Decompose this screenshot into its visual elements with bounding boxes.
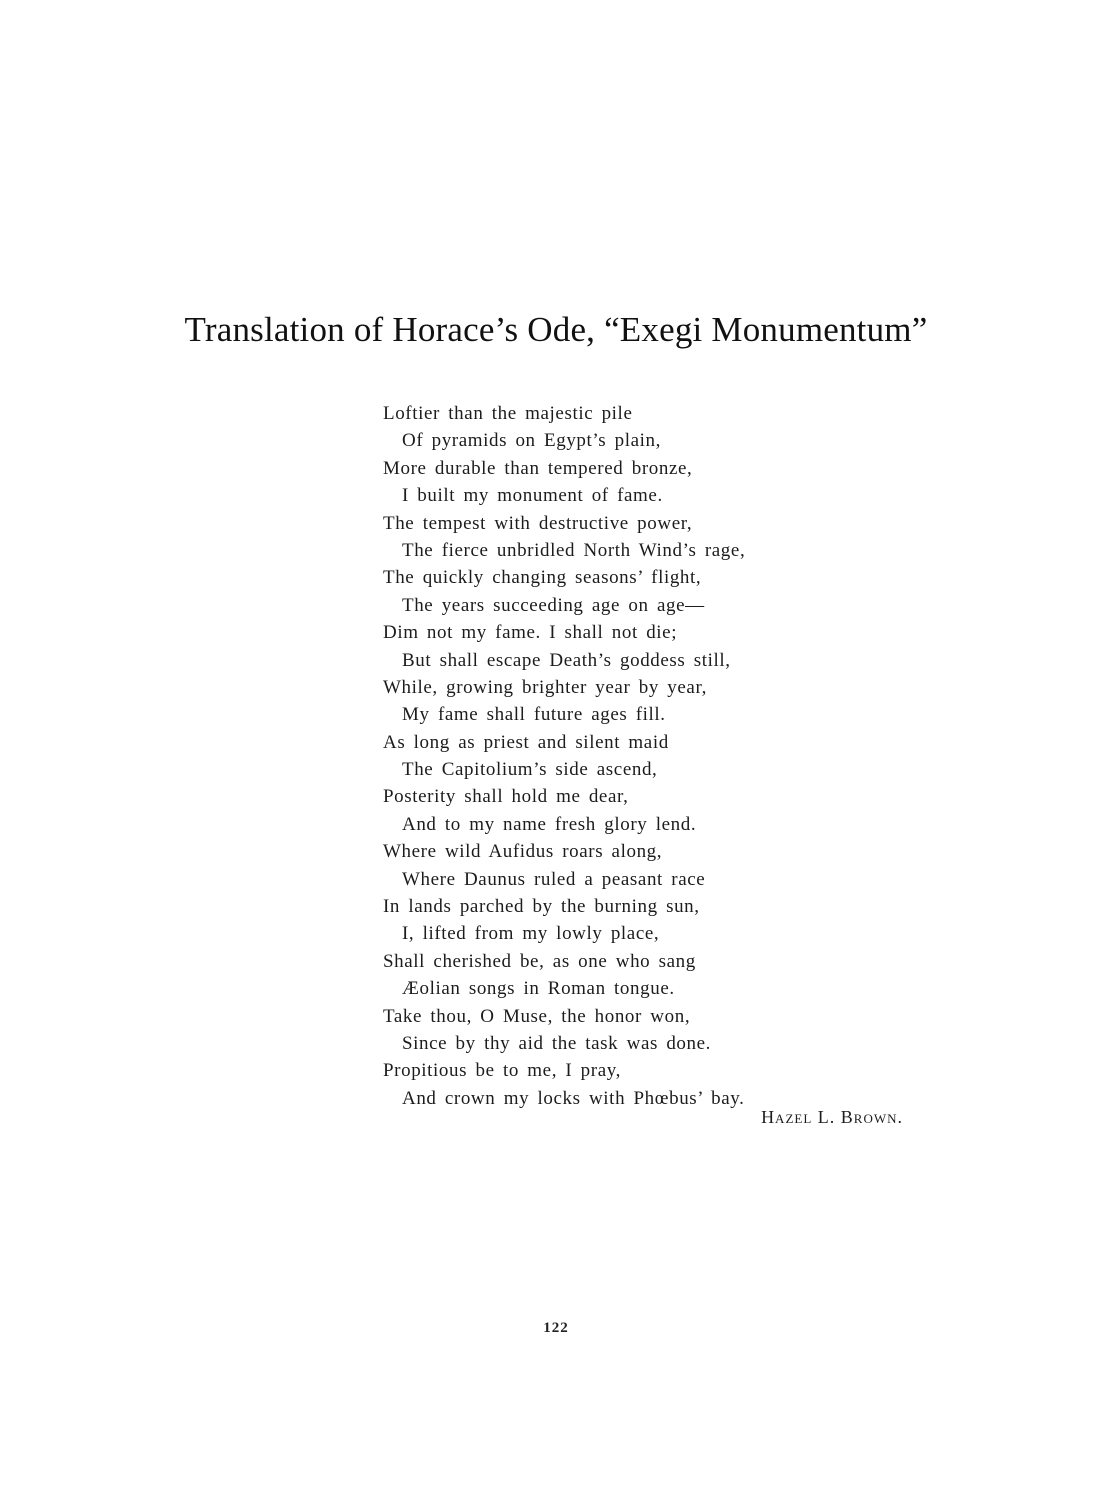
poem-line: Shall cherished be, as one who sang bbox=[383, 950, 696, 972]
poem-line: Where Daunus ruled a peasant race bbox=[402, 868, 706, 890]
poem-line: I built my monument of fame. bbox=[402, 485, 663, 507]
poem-line: And crown my locks with Phœbus’ bay. bbox=[402, 1087, 745, 1109]
poem bbox=[383, 400, 943, 1112]
poem-line: The years succeeding age on age— bbox=[402, 594, 705, 616]
poem-line: I, lifted from my lowly place, bbox=[402, 923, 660, 945]
poem-line: As long as priest and silent maid bbox=[383, 731, 669, 753]
page-number: 122 bbox=[543, 1320, 569, 1336]
poem-line: Propitious be to me, I pray, bbox=[383, 1060, 621, 1082]
poem-line: While, growing brighter year by year, bbox=[383, 676, 707, 698]
poem-line: Where wild Aufidus roars along, bbox=[383, 841, 663, 863]
poem-line: Since by thy aid the task was done. bbox=[402, 1032, 712, 1054]
poem-line: Posterity shall hold me dear, bbox=[383, 786, 629, 808]
poem-line: And to my name fresh glory lend. bbox=[402, 813, 697, 835]
poem-line: The fierce unbridled North Wind’s rage, bbox=[402, 539, 746, 561]
poem-line: The quickly changing seasons’ flight, bbox=[383, 567, 702, 589]
poem-line: The tempest with destructive power, bbox=[383, 512, 693, 534]
poem-line: Take thou, O Muse, the honor won, bbox=[383, 1005, 691, 1027]
poem-line: Of pyramids on Egypt’s plain, bbox=[402, 430, 661, 452]
poem-line: The Capitolium’s side ascend, bbox=[402, 759, 658, 781]
poem-line: In lands parched by the burning sun, bbox=[383, 896, 700, 918]
poem-line: Dim not my fame. I shall not die; bbox=[383, 622, 678, 644]
page-title: Translation of Horace’s Ode, “Exegi Monumentum” bbox=[184, 310, 928, 349]
poem-line: But shall escape Death’s goddess still, bbox=[402, 649, 731, 671]
poem-line: Æolian songs in Roman tongue. bbox=[402, 978, 675, 1000]
poem-line: My fame shall future ages fill. bbox=[402, 704, 666, 726]
poem-line: More durable than tempered bronze, bbox=[383, 457, 693, 479]
poem-line: Loftier than the majestic pile bbox=[383, 403, 633, 424]
author-signature: Hazel L. Brown. bbox=[761, 1107, 903, 1127]
